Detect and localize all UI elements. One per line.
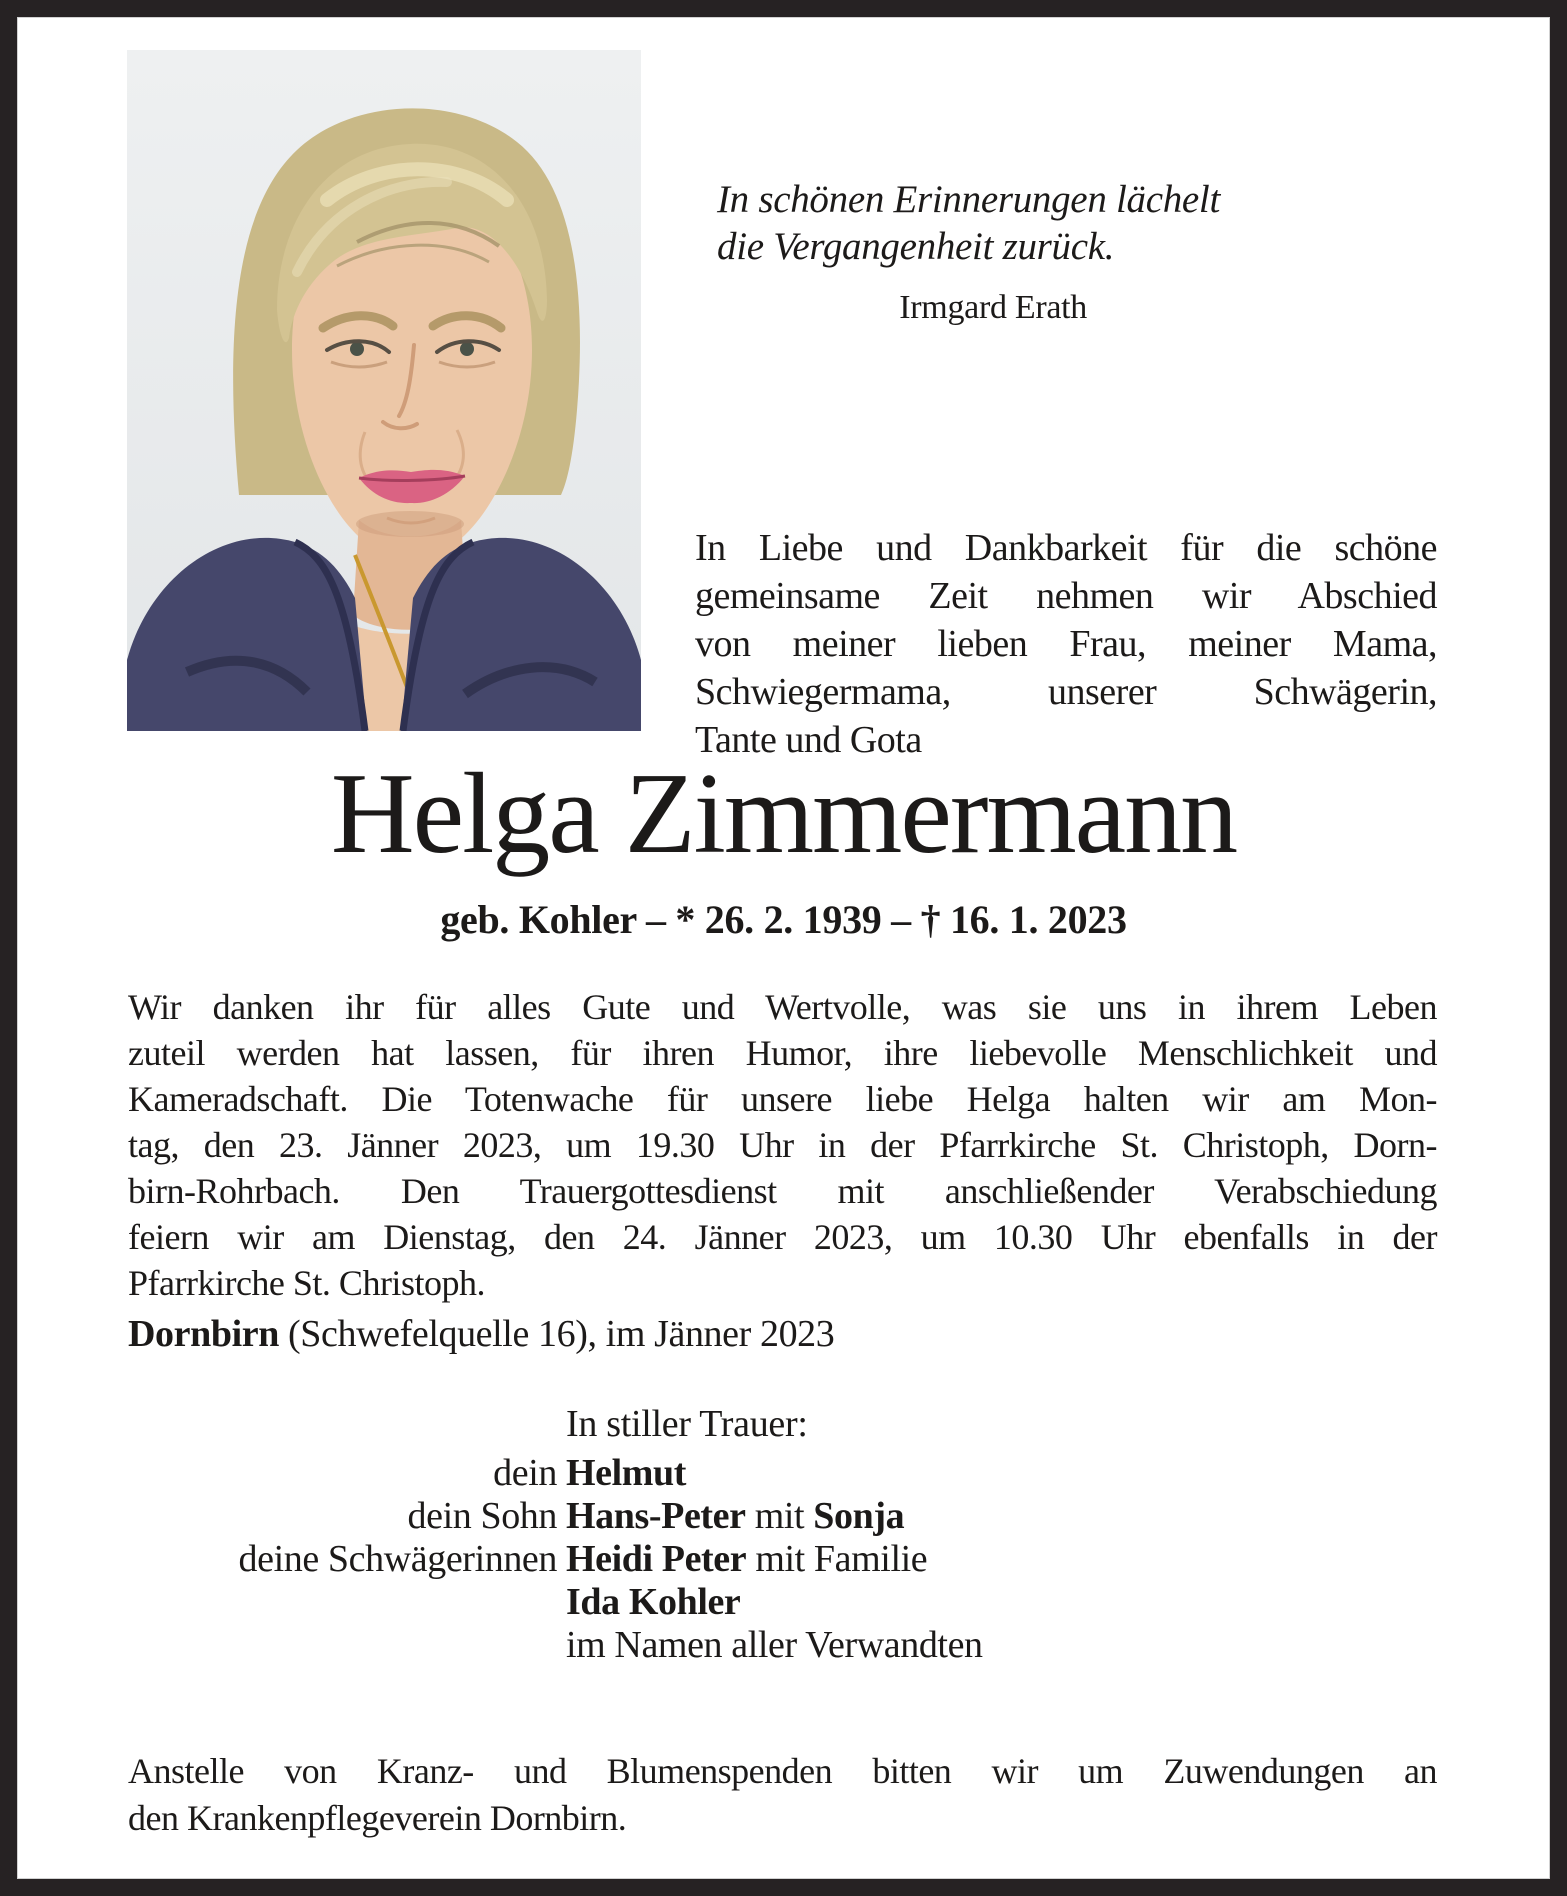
- mourner-names: im Namen aller Verwandten: [566, 1624, 983, 1666]
- portrait-photo: [127, 50, 641, 731]
- mourner-relation-label: deine Schwägerinnen: [238, 1538, 557, 1580]
- intro-text: [695, 524, 1437, 764]
- obituary-line: Wir danken ihr für alles Gute und Wertvolle, was sie uns in ihrem Leben: [128, 987, 1437, 1027]
- mourner-row: [128, 1495, 1328, 1538]
- mourner-names: Heidi Peter mit Familie: [566, 1538, 928, 1580]
- location-place: Dornbirn: [128, 1313, 279, 1355]
- deceased-name: Helga Zimmermann: [330, 750, 1237, 878]
- mourner-relation-label: dein: [493, 1452, 557, 1494]
- memorial-quote: [717, 176, 1309, 331]
- obituary-line: zuteil werden hat lassen, für ihren Humor, ihre liebevolle Menschlichkeit und: [128, 1033, 1437, 1073]
- quote-line: In schönen Erinnerungen lächelt: [717, 178, 1220, 221]
- donation-note: [128, 1748, 1437, 1842]
- mourner-names: Ida Kohler: [566, 1581, 741, 1623]
- mourner-relation-label: dein Sohn: [407, 1495, 557, 1537]
- obituary-line: tag, den 23. Jänner 2023, um 19.30 Uhr in der Pfarrkirche St. Christoph, Dorn-: [128, 1125, 1437, 1165]
- location-rest: (Schwefelquelle 16), im Jänner 2023: [278, 1313, 835, 1355]
- intro-line: In Liebe und Dankbarkeit für die schöne: [695, 527, 1437, 569]
- right-eye: [460, 342, 474, 356]
- intro-line: Schwiegermama, unserer Schwägerin,: [695, 671, 1437, 713]
- donation-line: Anstelle von Kranz- und Blumenspenden bitten wir um Zuwendungen an: [128, 1751, 1437, 1791]
- quote-attribution: Irmgard Erath: [899, 289, 1087, 326]
- obituary-text: [128, 984, 1437, 1306]
- intro-line: Tante und Gota: [695, 719, 922, 761]
- mourner-row: [128, 1538, 1328, 1581]
- donation-line: den Krankenpflegeverein Dornbirn.: [128, 1798, 627, 1838]
- mourner-row: [128, 1452, 1328, 1495]
- mourner-list: [128, 1452, 1328, 1667]
- location-date-line: [128, 1312, 1437, 1356]
- mourner-relation-label: [128, 1624, 557, 1667]
- intro-line: gemeinsame Zeit nehmen wir Abschied: [695, 575, 1437, 617]
- birth-death-line: geb. Kohler – * 26. 2. 1939 – † 16. 1. 2023: [440, 897, 1127, 942]
- obituary-line: Pfarrkirche St. Christoph.: [128, 1263, 485, 1303]
- mourner-names: Helmut: [566, 1452, 687, 1494]
- obituary-line: birn-Rohrbach. Den Trauergottesdienst mit anschließender Verabschiedung: [128, 1171, 1437, 1211]
- mourner-relation-label: [128, 1581, 557, 1624]
- obituary-line: feiern wir am Dienstag, den 24. Jänner 2023, um 10.30 Uhr ebenfalls in der: [128, 1217, 1437, 1257]
- mourner-row: [128, 1581, 1328, 1624]
- obituary-line: Kameradschaft. Die Totenwache für unsere liebe Helga halten wir am Mon-: [128, 1079, 1437, 1119]
- intro-line: von meiner lieben Frau, meiner Mama,: [695, 623, 1437, 665]
- left-eye: [350, 342, 364, 356]
- mourner-names: Hans-Peter mit Sonja: [566, 1495, 905, 1537]
- mourning-header: In stiller Trauer:: [566, 1403, 808, 1445]
- mourner-row: [128, 1624, 1328, 1667]
- quote-line: die Vergangenheit zurück.: [717, 225, 1115, 268]
